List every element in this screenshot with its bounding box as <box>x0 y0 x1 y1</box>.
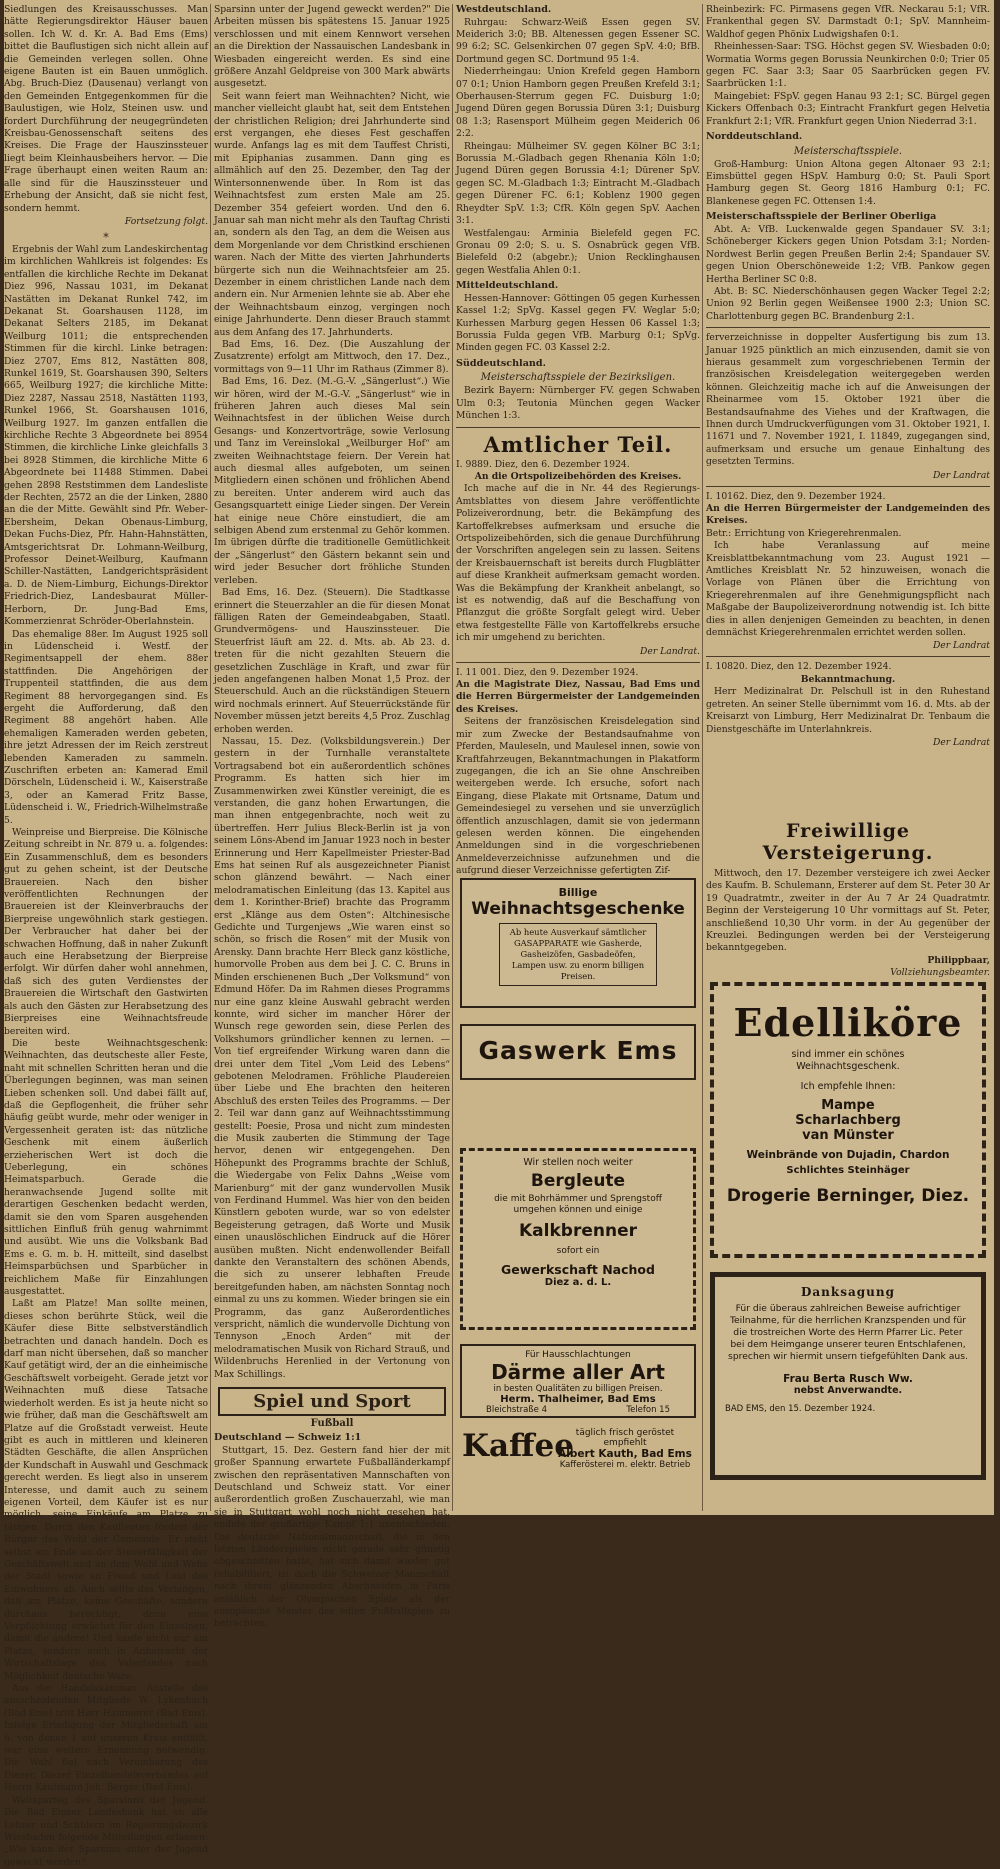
ad-headline: Bergleute <box>530 1171 626 1191</box>
notice-ref: I. 9889. Diez, den 6. Dezember 1924. <box>456 458 630 470</box>
results-gross-hamburg: Groß-Hamburg: Union Altona gegen Altonaer 93 2:1; Eimsbüttel gegen HSpV. Hamburg 0:0; St. Pauli Sport Hamburg gegen St. Georg 1816 Hamburg 0:1; FC. Blankenese gegen FC. Ottensen 1:4. <box>706 158 990 207</box>
notice-kartoffelkrebs: Ich mache auf die in Nr. 44 des Regierungs-Amtsblattes von diesem Jahre veröffentlichte Polizeiverordnung, betr. die Bekämpfung des Kartoffelkrebses aufmerksam und ersuche die Ortspolizeibehörden, sich die genaue Durchführung der Vorschriften angelegen sein zu lassen. Seitens der Kreisbauernschaft ist bereits durch Flugblätter auf diese Krankheit aufmerksam gemacht worden. Was die Bekämpfung der Krankheit anbelangt, so ist es notwendig, daß auf die Beschaffung von Pflanzgut die größte Sorgfalt gelegt wird. Ueber etwa festgestellte Fälle von Kartoffelkrebs ersuche ich mir umgehend zu berichten. <box>456 483 700 644</box>
ad-headline: Danksagung <box>801 1285 895 1299</box>
ad-line: in besten Qualitäten zu billigen Preisen. <box>493 1384 663 1394</box>
ad-address: Bleichstraße 4 <box>486 1405 548 1415</box>
notice-bestandsaufnahme: Seitens der französischen Kreisdelegation sind mir zum Zwecke der Bestandsaufnahme von Pferden, Mauleseln, und Maulesel innen, sowie von Kraftfahrzeugen, Bekanntmachungen in Plakatform zugegangen, die ich an Sie ohne Anschreiben weitergeben werde. Ich ersuche, sofort nach Eingang, diese Plakate mit Ortsname, Datum und Gemeindesiegel zu versehen und sie unverzüglich öffentlich anzuschlagen, damit sie von jedermann gelesen werden können. Die eingehenden Anmeldungen sind in die vorgeschriebenen Anmeldeverzeichnisse aufzunehmen und die aufgrund dieser Verzeichnisse gefertigten Zif- <box>456 716 700 877</box>
match-heading: Deutschland — Schweiz 1:1 <box>214 1432 362 1444</box>
notice-betr: Betr.: Errichtung von Kriegerehrenmalen. <box>706 527 902 539</box>
ad-line: sind immer ein schönes Weihnachtsgeschenk. <box>791 1049 905 1072</box>
ad-name: Gaswerk Ems <box>478 1036 678 1065</box>
notice-signature: Der Landrat <box>932 736 990 748</box>
ad-headline: Därme aller Art <box>491 1360 665 1384</box>
article-landeskirchentag: Ergebnis der Wahl zum Landeskirchentag im kirchlichen Wahlkreis ist folgendes: Es entfallen die kirchliche Rechte im Dekanat Diez 996, Nassau 1031, im Dekanat Nastätten im Dekanat Runkel 742, im Dekanat St. Goarshausen 1128, im Dekanat Selters 2185, im Dekanat Weilburg 1011; die entsprechenden Stimmen für die kirchl. Linke betragen: Diez 2707, Ems 812, Nastätten 808, Runkel 1619, St. Goarshausen 390, Selters 665, Weilburg 1927; die kirchliche Mitte: Diez 2287, Nassau 2518, Nastätten 1193, Runkel 1966, St. Goarshausen 1016, Weilburg 1927. Im ganzen entfallen die kirchliche Rechte 3 Abgeordnete bei 8954 Stimmen, die kirchliche Linke gleichfalls 3 bei 8928 Stimmen, die kirchliche Mitte 6 Abgeordnete bei 11488 Stimmen. Dabei gehen 2898 Reststimmen dem Landesliste der Rechten, 2572 an die der Linken, 2880 an die der Mitte. Gewählt sind Pfr. Weber-Ebersheim, Dekan Obenaus-Limburg, Dekan Fuchs-Diez, Pfr. Hahn-Hahnstätten, Amtsgerichtsrat Dr. Lohmann-Weilburg, Professor Deinet-Weilburg, Kaufmann Schiller-Nastätten, Landgerichtspräsident a. D. de Niem-Limburg, Eichungs-Direktor Friedrich-Diez, Landesbaurat Müller-Herborn, Dr. Jung-Bad Ems, Kommerzienrat Schröder-Oberlahnstein. <box>4 243 208 628</box>
article-weihnachten: Seit wann feiert man Weihnachten? Nicht, wie mancher vielleicht glaubt hat, seit dem Entstehen der christlichen Religion; drei Jahrhunderte sind erst vergangen, ehe dieses Fest geschaffen wurde. Anfangs lag es mit dem Tauffest Christi, mit Epiphanias zusammen. Dann ging es allmählich auf den 25. Dezember, den Tag der Wintersonnenwende über. In Rom ist das Weihnachtsfest zum ersten Male am 25. Dezember 354 gefeiert worden. Und den 6. Januar sah man nicht mehr als den Tauftag Christi an, sondern als den Tag, an dem die Weisen aus dem Morgenlande vor dem Christkind erschienen waren. Nach der Mitte des vierten Jahrhunderts bürgerte sich nun die Weihnachtsfeier am 25. Dezember in einem christlichen Lande nach dem andern ein. Nur Armenien lehnte sie ab. Aber ehe der Weihnachtsbaum einzog, vergingen noch einige Jahrhunderte. Denn dieser Brauch stammt aus dem Anfang des 17. Jahrhunderts. <box>214 90 450 338</box>
versteigerung-notice <box>706 820 990 980</box>
article-88er: Das ehemalige 88er. Im August 1925 soll in Lüdenscheid i. Westf. der Regimentsappell der ehem. 88er stattfinden. Die Angehörigen der Truppenteil stattfinden, die aus dem Regiment 88 hervorgegangen sind. Es ergeht die Aufforderung, daß den Regiment 88 angehört haben. Alle ehemaligen Kameraden werden gebeten, ihre jetzt Adressen der im Reich zerstreut lebenden Kameraden zu sammeln. Zuschriften erbeten an: Kamerad Emil Dörscheln, Lüdenscheid i. W., Kaiserstraße 3, oder an Kamerad Fritz Basse, Lüdenscheid i. W., Friedrich-Wilhelmstraße 5. <box>4 628 208 826</box>
continuation-note: Fortsetzung folgt. <box>124 215 208 227</box>
notice-bestandsaufnahme-cont: ferverzeichnisse in doppelter Ausfertigung bis zum 13. Januar 1925 pünktlich an mich einzusenden, damit sie von hieraus gesammelt zum vorgeschriebenen Termin der französischen Kreisdelegation weitergegeben werden können. Gleichzeitig mache ich auf die Anweisungen der Rheinarmee vom 15. Oktober 1921 über die Bestandsaufnahme des Viehes und der Kraftwagen, die Ihnen durch Umdruckverfügungen vom 31. Oktober 1921, I. 11671 und 7. November 1921, I. 11849, zugegangen sind, aufmerksam und ersuche um genaue Einhaltung des gesetzten Termins. <box>706 332 990 468</box>
ad-company: Drogerie Berninger, Diez. <box>726 1186 970 1206</box>
ad-edellikoere <box>710 982 986 1258</box>
region-subheading: Meisterschaftsspiele der Bezirksligen. <box>480 372 676 384</box>
amtlicher-teil-heading: Amtlicher Teil. <box>483 431 673 457</box>
versteigerung-body: Mittwoch, den 17. Dezember versteigere ich zwei Aecker des Kaufm. B. Schulemann, Ersterer auf dem St. Peter 30 Ar 19 Quadratmtr., zweiter in der Au 7 Ar 24 Quadratmtr. Beginn der Versteigerung 10 Uhr vormittags auf St. Peter, anschließend 10,30 Uhr vorm. in der Au gegenüber der Kreuzlei. Bedingungen werden bei der Versteigerung bekanntgegeben. <box>706 868 990 954</box>
article-zusatzrente: Bad Ems, 16. Dez. (Die Auszahlung der Zusatzrente) erfolgt am Mittwoch, den 17. Dez., vormittags von 9—11 Uhr im Rathaus (Zimmer 8). <box>214 338 450 375</box>
ad-line: die mit Bohrhämmer und Sprengstoff umgehen können und einige <box>494 1194 662 1215</box>
versteigerung-heading: Freiwillige Versteigerung. <box>762 820 934 864</box>
ad-headline: Kaffee <box>462 1428 574 1464</box>
article-handelskammer: Aus der Handelskammer. Anstelle des ausscheidenden Mitglieds W. Lykenbach (Bad Ems) tritt Herr Hammerer (Bad Ems). Infolge Erledigung der Mitgliedschaft am 6. von denen 1 auf unseren Kreis entfällt, war eine weitere Ernennung notwendig. Die Wahl fiel nach Vereinbarung des Diezer, Diezer Einzelhandelsverbandes auf Herrn Kaufmann Joh. Berger (Bad Ems). <box>4 1683 208 1794</box>
rule <box>456 662 700 663</box>
ad-dateline: BAD EMS, den 15. Dezember 1924. <box>725 1404 876 1414</box>
article-kreisausschuss: Siedlungen des Kreisausschusses. Man hätte Regierungsdirektor Häuser bauen sollen. Ich W. d. Kr. A. Bad Ems (Ems) bittet die Bauflustigen sich nicht allein auf die Gemeinden verlegen sollen. Ohne eigene Bauten ist ein Bauen unmöglich. Abg. Bruch-Diez (Dausenau) verlangt von den Gemeinden Entgegenkommen für die Baulustigen, wie Holz, Steinen usw. und fordert Durchführung der neugegründeten Kreisbau-Genossenschaft seitens des Kreises. Die Frage der Hauszinssteuer liegt beim Kleinhausbeihers hervor. — Die Frage überhaupt einen weiten Raum an: alle sind für die Hauszinssteuer und Erhebung der Ansicht, daß sie nicht fest, sondern hemmt. <box>4 4 208 214</box>
ad-line: Ich empfehle Ihnen: <box>800 1081 896 1092</box>
region-heading: Westdeutschland. <box>456 4 552 15</box>
ad-headline: Edelliköre <box>733 1000 963 1045</box>
ad-danksagung <box>710 1272 986 1480</box>
column-4 <box>706 4 990 804</box>
ad-place: Diez a. d. L. <box>544 1277 612 1288</box>
notice-signature: Der Landrat. <box>640 645 700 657</box>
results-maingebiet: Maingebiet: FSpV. gegen Hanau 93 2:1; SC. Bürgel gegen Kickers Offenbach 0:3; Eintracht Frankfurt gegen Helvetia Frankfurt 2:1; VfR. Frankfurt gegen Union Niederrad 3:1. <box>706 90 990 127</box>
ad-small-line: Billige <box>558 886 598 899</box>
column-divider <box>702 4 703 1511</box>
column-2 <box>214 4 450 1630</box>
rule <box>706 327 990 328</box>
region-subheading: Meisterschaftsspiele. <box>793 145 903 157</box>
results-rheinbezirk: Rheinbezirk: FC. Pirmasens gegen VfR. Neckarau 5:1; VfR. Frankenthal gegen SV. Darmstadt 0:1; SpV. Mannheim-Waldhof gegen Phönix Ludwigshafen 0:1. <box>706 4 990 40</box>
ad-kaffee-text <box>556 1428 694 1470</box>
column-divider <box>210 4 211 1511</box>
ad-gaswerk <box>460 1024 696 1080</box>
article-kauft-am-platze: Laßt am Platze! Man sollte meinen, dieses schon berührte Stück, weil die Käufer diese Bitte selbstverständlich betrachten und danach handeln. Doch es darf man nicht übersehen, daß so mancher Kauf getätigt wird, der an die einheimische Geschäftswelt vorbeigeht. Gerade jetzt vor Weihnachten muß diese Tatsache wiederholt werden. Es ist ja heute nicht so wie früher, daß man die Geschäftswelt am Platze auf die Großstadt verweist. Heute gibt es auch in mittleren und kleineren Städten Geschäfte, die allen Ansprüchen der Kundschaft in Auswahl und Geschmack gerecht werden. Es liegt also in unserem Interesse, und damit auch zu seinem eigenen Vorteil, dem Käufer ist es nur möglich, seine Einkäufe am Platze zu tätigen. Durch den Kaufleuten fördert der Bürger das Wohl der Gemeinde. Er steht selbst am Ende an der Steuerfähigkeit der Geschäftswelt und an dem Wohl und Wehe der Stadt sowie an Freud und Leid des Einwohners ab. Auch sollte das Verlangen, daß am Platze, keine Geschäfte, sondern durchaus berechtigt, denn eine Verpflichtung erwächst für den Einzelnen, damit die andere! Und kaufe nicht nur am Platze, sondern auch in Anbetracht der Wirtschaftslage des Vaterlandes nach Möglichkeit deutsche Ware. <box>4 1298 208 1682</box>
results-hessen-hannover: Hessen-Hannover: Göttingen 05 gegen Kurhessen Kassel 1:2; SpVg. Kassel gegen FV. Weglar 5:0; Kurhessen Marburg gegen Hessen 06 Kassel 1:3; Borussia Fulda gegen VfB. Marburg 0:1; SpVg. Minden gegen FC. 03 Kassel 2:2. <box>456 292 700 354</box>
ad-inner-box: Ab heute Ausverkauf sämtlicher GASAPPARATE wie Gasherde, Gasheizöfen, Gasbadeöfen, Lampen usw. zu enorm billigen Preisen. <box>499 923 657 986</box>
notice-title: Bekanntmachung. <box>800 673 896 685</box>
notice-ref: I. 10820. Diez, den 12. Dezember 1924. <box>706 661 892 673</box>
notice-ref: I. 11 001. Diez, den 9. Dezember 1924. <box>456 666 639 678</box>
column-divider <box>452 4 453 1511</box>
versteigerung-signature: Philippbaar, <box>927 954 990 966</box>
article-sparsinn-cont: Sparsinn unter der Jugend geweckt werden?" Die Arbeiten müssen bis spätestens 15. Januar 1925 verschlossen und mit einem Kennwort versehen an die Direktion der Nassauischen Landesbank in Wiesbaden eingereicht werden. Es sind eine größere Anzahl Geldpreise von 300 Mark abwärts ausgesetzt. <box>214 4 450 90</box>
notice-addressee: An die Magistrate Diez, Nassau, Bad Ems und die Herren Bürgermeister der Landgemeinden des Kreises. <box>456 679 700 715</box>
column-1 <box>4 4 208 1868</box>
ad-line: Für Hausschlachtungen <box>525 1350 631 1360</box>
notice-signature: Der Landrat <box>932 640 990 652</box>
ad-company: Albert Kauth, Bad Ems <box>558 1448 692 1460</box>
ad-company: Gewerkschaft Nachod <box>501 1262 655 1277</box>
article-laenderspiel: Stuttgart, 15. Dez. Gestern fand hier der mit großer Spannung erwartete Fußballänderkampf zwischen den repräsentativen Mannschaften von Deutschland und Schweiz statt. Vor einer außerordentlich großen Zuschauerzahl, wie man sie in Stuttgart wohl noch nicht gesehen hat, endete der großartige Kampf 1:1 unentschieden. Die deutsche Nationalmannschaft, die in den letzten Länderspielen nicht gerade sehr günstig abgeschnitten hatte, hat sich damit wieder gut rehabilitiert, ist doch die Schweizer Mannschaft nach ihrem glänzenden Abschneiden in Paris anläßlich der Olympischen Spiele als der europäische Meister des edlen Fußballspiels zu betrachten. <box>214 1444 450 1630</box>
article-sparsinn: Weltspartag des Sparsinns der Jugend. Die Bad Emser Landesbank hat an alle Lehrer und Schülern im Regierungsbezirk Wiesbaden folgende Mitteilungen erlassen: „Wie kann der Sparsinn unter der Jugend geweckt werden? <box>4 1794 208 1868</box>
article-saengerlust: Bad Ems, 16. Dez. (M.-G.-V. „Sängerlust“.) Wie wir hören, wird der M.-G.-V. „Sängerlust“ wie in früheren Jahren auch dieses Mal sein Weihnachtsfest in der üblichen Weise durch Gesangs- und Konzertvorträge, sowie Verlosung und Tanz im Vereinslokal „Weilburger Hof“ am zweiten Weihnachtstage feiern. Der Verein hat auch diesmal alles aufgeboten, um seinen Mitgliedern einen schönen und fröhlichen Abend zu bereiten. Unter anderem wird auch das Gesangsquartett einige Lieder singen. Der Verein hat einige neue Chöre einstudiert, die am selbigen Abend zum erstenmal zu Gehör kommen. Im übrigen dürfte die traditionelle Gemütlichkeit der „Sängerlust“ den Gästern bekannt sein und wird jeder Besucher dort fröhliche Stunden verleben. <box>214 376 450 586</box>
ad-brand: Schlichtes Steinhäger <box>786 1165 910 1176</box>
ad-headline: Weihnachtsgeschenke <box>471 899 685 919</box>
ad-brand: van Münster <box>802 1128 894 1143</box>
ad-bergleute <box>460 1148 696 1330</box>
ad-signatory-sub: nebst Anverwandte. <box>793 1385 903 1396</box>
newspaper-page <box>4 0 994 1868</box>
ad-contact-row <box>462 1405 694 1415</box>
ad-line: Kafferösterei m. elektr. Betrieb <box>559 1460 691 1470</box>
ad-kaffee <box>460 1426 696 1480</box>
ad-headline: Kalkbrenner <box>519 1221 637 1241</box>
separator-star: * <box>103 230 109 244</box>
notice-medizinalrat: Herr Medizinalrat Dr. Pelschull ist in den Ruhestand getreten. An seiner Stelle übernimmt vom 16. d. Mts. ab der Kreisarzt von Limburg, Herr Medizinalrat Dr. Tenbaum die Dienstgeschäfte im Unterlahnkreis. <box>706 686 990 735</box>
results-bayern: Bezirk Bayern: Nürnberger FV. gegen Schwaben Ulm 0:3; Teutonia München gegen Wacker München 1:3. <box>456 385 700 422</box>
versteigerung-title: Vollziehungsbeamter. <box>890 966 990 978</box>
article-bierpreise: Weinpreise und Bierpreise. Die Kölnische Zeitung schreibt in Nr. 879 u. a. folgendes: Ein Zusammenschluß, dem es besonders gut zu gehen scheint, ist der Deutsche Brauereien. Nach den bisher veröffentlichten Rechnungen der Brauereien ist der Kleinverbrauchs der Bierpreise ungewöhnlich stark gestiegen. Der Verbraucher hat daher bei der schwachen Hoffnung, daß in naher Zukunft auch eine Herabsetzung der Bierpreise erfolgt. Wir dürfen daher wohl annehmen, daß sich des guten Verdienstes der Brauereien die Wirtschaft den Gastwirten als auch den Gästen zur Herabsetzung des Bierpreises eine Weihnachtsfreude bereiten wird. <box>4 827 208 1037</box>
ad-brand: Scharlachberg <box>795 1113 901 1128</box>
region-heading: Süddeutschland. <box>456 357 546 369</box>
rule <box>456 427 700 428</box>
notice-signature: Der Landrat <box>932 469 990 481</box>
article-volksbildungsverein: Nassau, 15. Dez. (Volksbildungsverein.) Der gestern in der Turnhalle veranstaltete Vortragsabend bot ein außerordentlich schönes Programm. Es hatten sich hier im Zusammenwirken zwei Künstler vereinigt, die es verstanden, die ganz hohen Erwartungen, die man ihnen entgegenbrachte, noch weit zu übertreffen. Herr Julius Bleck-Berlin ist ja von seinem Löns-Abend im Januar 1923 noch in bester Erinnerung und Herr Kapellmeister Priester-Bad Ems hat seinen Ruf als ausgezeichneter Pianist schon glänzend bewährt. — Nach einer melodramatischen Einleitung (das 13. Kapitel aus dem 1. Korinther-Brief) brachte das Programm erst „Klänge aus dem Osten“: Altchinesische Gedichte und Turgenjews „Wie waren einst so schön, so frisch die Rosen“ mit der Musik von Arensky. Dann brachte Herr Bleck ganz köstliche, humorvolle Proben aus dem bei J. C. C. Bruns in Minden erschienenen Buch „Der Volksmund“ von Edmund Höfer. Da im Rahmen dieses Programms nur eine ganz kleine Auswahl gebracht werden konnte, wird sicher im mancher Hörer der Wunsch rege geworden sein, diese Perlen des Volkshumors gründlicher kennen zu lernen. — Von tief ergreifender Wirkung waren dann die drei unter dem Titel „Vom Leid des Lebens“ gebotenen Melodramen. Fröhliche Plaudereien über Liebe und Ehe brachten den heiteren Abschluß des ersten Teiles des Programms. — Der 2. Teil war dann ganz auf Weihnachtsstimmung gestellt: Poesie, Prosa und nicht zum mindesten die Musik zauberten die Stimmung der Tage hervor, denen wir entgegengehen. Den Höhepunkt des Programms brachte der Schluß, die Wiedergabe von Felix Dahns „Weise vom Marienburg“ mit der ganz wundervollen Musik von Ferdinand Hummel. Was hier von den beiden Künstlern geboten wurde, war so von edelster Begeisterung getragen, daß Worte und Musik einen unauslöschlichen Eindruck auf die Hörer ausüben mußten. Nicht endenwollender Beifall dankte den Veranstaltern des schönen Abends, die sich zu unserer lebhaften Freude bereitgefunden haben, am nächsten Sonntag noch einmal zu uns zu kommen. Wieder bringen sie ein Programm, das ganz Außerordentliches verspricht, nämlich die wundervolle Dichtung von Tennyson „Enoch Arden“ mit der melodramatischen Musik von Richard Strauß, und Wildenbruchs Herenlied in der Vertonung von Max Schillings. <box>214 735 450 1380</box>
ad-brand: Weinbrände von Dujadin, Chardon <box>746 1149 950 1161</box>
notice-addressee: An die Ortspolizeibehörden des Kreises. <box>474 470 682 482</box>
rule <box>706 656 990 657</box>
rule <box>706 486 990 487</box>
ad-phone: Telefon 15 <box>626 1405 670 1415</box>
notice-kriegerehrenmale: Ich habe Veranlassung auf meine Kreisblattbekanntmachung vom 23. August 1921 — Amtliches Kreisblatt Nr. 52 hinzuweisen, wonach die Vorlage von Plänen über die Errichtung von Kriegerehrenmalen auf ihre Genehmigungspflicht nach Maßgabe der Baupolizeiverordnung notwendig ist. Ich bitte dies in allen denjenigen Gemeinden zu beachten, in denen demnächst Kriegerehrenmalen errichtet werden sollen. <box>706 540 990 639</box>
ad-body: Für die überaus zahlreichen Beweise aufrichtiger Teilnahme, für die herrlichen Kranzspenden und für die trostreichen Worte des Herrn Pfarrer Lic. Peter bei dem Heimgange unserer teuren Entschlafenen, sprechen wir hiermit unsern tiefgefühlten Dank aus. <box>728 1303 968 1362</box>
results-rheingau: Rheingau: Mülheimer SV. gegen Kölner BC 3:1; Borussia M.-Gladbach gegen Rhenania Köln 1:0; Jugend Düren gegen Borussia 4:1; Dürener SpV. gegen SC. M.-Gladbach 1:3; Eintracht M.-Gladbach gegen Dürener FC. 6:1; Koblenz 1900 gegen Rheydter SpV. 1:3; CfR. Köln gegen SpV. Aachen 3:1. <box>456 140 700 227</box>
ad-line: sofort ein <box>556 1246 600 1256</box>
results-berlin-b: Abt. B: SC. Niederschönhausen gegen Wacker Tegel 2:2; Union 92 Berlin gegen Weißensee 1900 2:3; Union SC. Charlottenburg gegen BC. Brandenburg 2:1. <box>706 285 990 322</box>
sport-heading: Spiel und Sport <box>218 1387 446 1416</box>
notice-ref: I. 10162. Diez, den 9. Dezember 1924. <box>706 490 886 502</box>
ad-line: täglich frisch geröstet empfiehlt <box>575 1428 675 1448</box>
sport-subheading: Fußball <box>310 1418 354 1430</box>
notice-addressee: An die Herren Bürgermeister der Landgemeinden des Kreises. <box>706 503 990 527</box>
ad-line: Wir stellen noch weiter <box>523 1157 633 1168</box>
ad-brand: Mampe <box>821 1098 875 1113</box>
results-berlin-a: Abt. A: VfB. Luckenwalde gegen Spandauer SV. 3:1; Schöneberger Kickers gegen Union Potsdam 3:1; Norden-Nordwest Berlin gegen Preußen Berlin 2:4; Spandauer SV. gegen Union Oberschöneweide 1:2; VfB. Pankow gegen Hertha Berliner SC 0:8. <box>706 223 990 285</box>
article-steuern: Bad Ems, 16. Dez. (Steuern). Die Stadtkasse erinnert die Steuerzahler an die für diesen Monat fälligen Raten der Gemeindeabgaben, Staatl. Grundvermögens- und Hauszinssteuer. Die Steuerfrist läuft am 22. d. Mts. ab. Ab 23. d. treten für die nicht gezahlten Steuern die gesetzlichen Zuschläge in Kraft, und zwar für jeden angefangenen halben Monat 1,5 Proz. der Steuerschuld. Auch an die rückständigen Steuern wird nochmals erinnert. Auf Steuerrückstände für November müssen jetzt bereits 4,5 Proz. Zuschlag erhoben werden. <box>214 587 450 735</box>
results-rheinhessen-saar: Rheinhessen-Saar: TSG. Höchst gegen SV. Wiesbaden 0:0; Wormatia Worms gegen Borussia Neunkirchen 0:0; Trier 05 gegen FC. Saar 3:3; Saar 05 Saarbrücken gegen FV. Saarbrücken 1:1. <box>706 41 990 90</box>
ad-daerme <box>460 1344 696 1418</box>
article-weihnachtsgeschenk: Die beste Weihnachtsgeschenk: Weihnachten, das deutscheste aller Feste, naht mit schnellen Schritten heran und die Überlegungen beginnen, was man seinen Lieben schenken soll. Und dabei fällt auf, daß die Gepflogenheit, die früher sehr häufig geübt wurde, mehr oder weniger in Vergessenheit geraten ist: das nützliche Geschenk mit einem äußerlich erzieherischen Wert ist doch die Ueberlegung, ein schönes Heimatsparbuch. Gerade die heranwachsende Jugend sollte mit derartigen Geschenken bedacht werden, damit sie den vom Sparen ausgehenden sittlichen Einfluß früh genug wahrnimmt und ausübt. Wie uns die Volksbank Bad Ems e. G. m. b. H. mitteilt, sind daselbst Heimsparbüchsen und Sparbücher in reichlichem Maße für Einzahlungen ausgestattet. <box>4 1037 208 1298</box>
results-ruhrgau: Ruhrgau: Schwarz-Weiß Essen gegen SV. Meiderich 3:0; BB. Altenessen gegen Essener SC. 99 6:2; SC. Gelsenkirchen 07 gegen SpV. 4:0; BfB. Dortmund gegen SC. Dortmund 95 1:4. <box>456 16 700 65</box>
results-niederrheingau: Niederrheingau: Union Krefeld gegen Hamborn 07 0:1; Union Hamborn gegen Preußen Krefeld 3:1; Oberhausen-Sterrum gegen FC. Duisburg 1:0; Jugend Düren gegen Borussia Düren 3:1; Duisburg 08 1:3; Rasensport Mülheim gegen Meiderich 06 2:2. <box>456 66 700 140</box>
ad-weihnachtsgeschenke <box>460 878 696 1008</box>
region-subheading: Meisterschaftsspiele der Berliner Oberliga <box>706 211 937 223</box>
region-heading: Norddeutschland. <box>706 131 803 143</box>
results-westfalengau: Westfalengau: Arminia Bielefeld gegen FC. Gronau 09 2:0; S. u. S. Osnabrück gegen VfB. Bielefeld 0:2 (abgebr.); Union Recklinghausen gegen Westfalia Ahlen 0:1. <box>456 227 700 276</box>
region-heading: Mitteldeutschland. <box>456 280 559 292</box>
ad-company: Herm. Thalheimer, Bad Ems <box>500 1394 656 1405</box>
ad-signatory: Frau Berta Rusch Ww. <box>783 1373 913 1385</box>
